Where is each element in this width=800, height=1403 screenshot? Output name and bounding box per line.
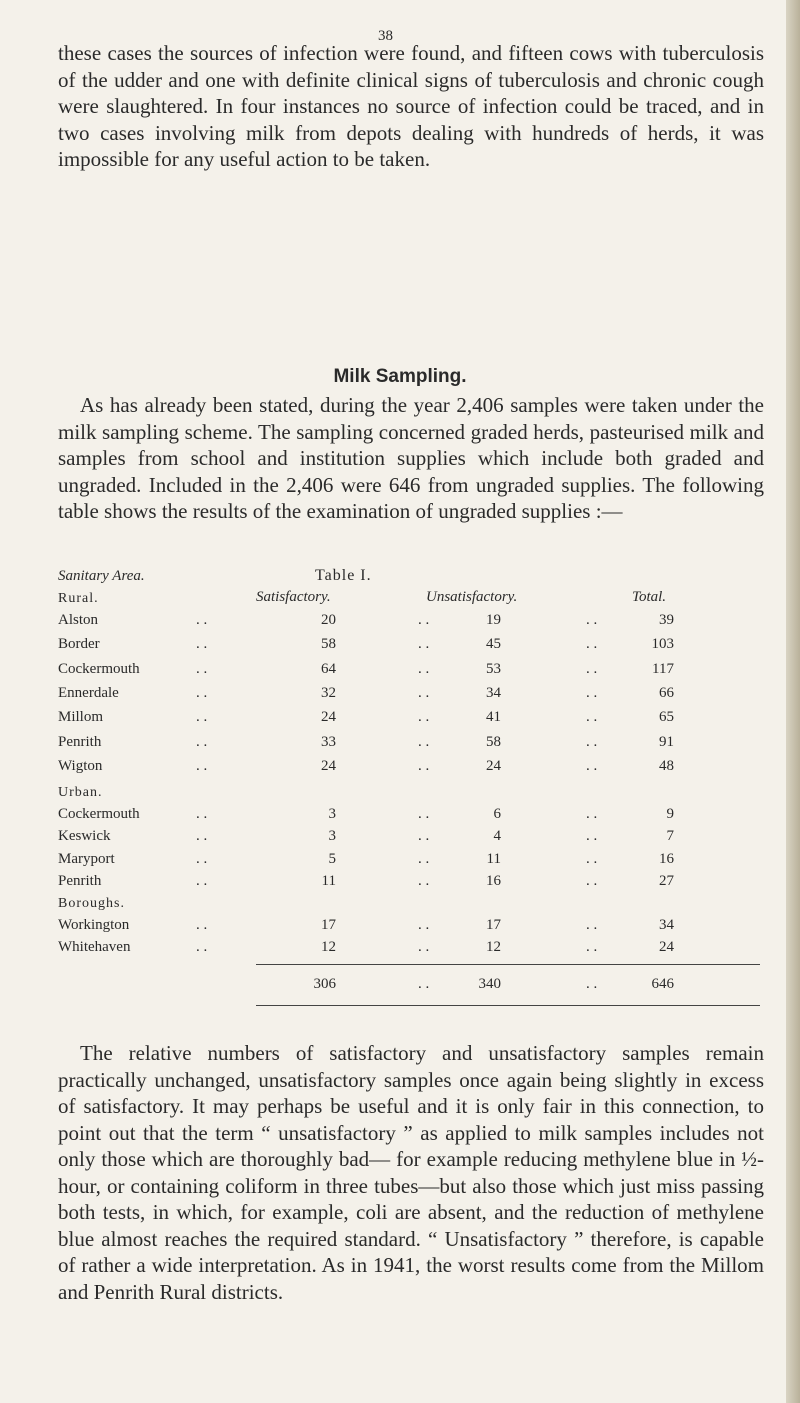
dot-leader: . . xyxy=(418,636,430,653)
area-header: Sanitary Area. xyxy=(58,568,145,584)
totals-rule-top xyxy=(256,964,760,965)
unsatisfactory-value: 41 xyxy=(486,709,501,726)
dot-leader: . . xyxy=(418,684,430,701)
dot-leader: . . xyxy=(418,733,430,750)
area-name: Maryport xyxy=(58,850,115,867)
total-value: 91 xyxy=(659,733,674,750)
area-name: Penrith xyxy=(58,733,102,750)
totals-rule-bottom xyxy=(256,1005,760,1006)
dot-leader: . . xyxy=(586,806,598,822)
satisfactory-value: 33 xyxy=(321,733,336,750)
total-all: 646 xyxy=(651,976,674,992)
dot-leader: . . xyxy=(196,828,208,845)
satisfactory-value: 64 xyxy=(321,660,336,677)
area-name: Wigton xyxy=(58,757,103,774)
dot-leader: . . xyxy=(586,828,598,845)
dot-leader: . . xyxy=(418,828,430,845)
unsatisfactory-value: 6 xyxy=(493,806,501,822)
dot-leader: . . xyxy=(196,709,208,726)
area-name: Penrith xyxy=(58,872,102,889)
unsatisfactory-header: Unsatisfactory. xyxy=(426,589,518,605)
satisfactory-value: 5 xyxy=(328,850,336,867)
area-name: Border xyxy=(58,636,100,653)
unsatisfactory-value: 34 xyxy=(486,684,501,701)
dot-leader: . . xyxy=(586,917,598,933)
area-name: Millom xyxy=(58,709,104,726)
boroughs-label: Boroughs. xyxy=(58,896,125,911)
total-value: 16 xyxy=(659,850,674,867)
satisfactory-value: 24 xyxy=(321,757,336,774)
area-name: Cockermouth xyxy=(58,806,140,822)
total-value: 27 xyxy=(659,872,674,889)
unsatisfactory-value: 17 xyxy=(486,917,501,933)
dot-leader: . . xyxy=(586,660,598,677)
satisfactory-value: 20 xyxy=(321,612,336,628)
dot-leader: . . xyxy=(196,757,208,774)
dot-leader: . . xyxy=(418,976,430,992)
section-heading: Milk Sampling. xyxy=(333,366,467,387)
area-name: Whitehaven xyxy=(58,939,131,955)
satisfactory-value: 12 xyxy=(321,939,336,955)
dot-leader: . . xyxy=(196,850,208,867)
dot-leader: . . xyxy=(196,939,208,955)
dot-leader: . . xyxy=(418,850,430,867)
rural-label: Rural. xyxy=(58,591,99,606)
total-unsatisfactory: 340 xyxy=(478,976,501,992)
satisfactory-value: 11 xyxy=(321,872,336,889)
intro-paragraph: these cases the sources of infection were found, and fifteen cows with tuberculosis of the udder and one with definite clinical signs of tuberculosis and chronic cough were slaughtered. In four instances no source of infection could be traced, and in two cases involving milk from depots dealing with hundreds of herds, it was impossible for any useful action to be taken. xyxy=(58,41,764,171)
dot-leader: . . xyxy=(418,660,430,677)
dot-leader: . . xyxy=(196,612,208,628)
total-value: 39 xyxy=(659,612,674,628)
closing-paragraph xyxy=(58,1040,764,1305)
area-name: Alston xyxy=(58,612,99,628)
satisfactory-value: 17 xyxy=(321,917,336,933)
dot-leader: . . xyxy=(418,917,430,933)
closing-text: The relative numbers of satisfactory and unsatisfactory samples remain practically unchanged, unsatisfactory samples once again being slightly in excess of satisfactory. It may perhaps be useful and it is only fair in this connection, to point out that the term “ unsatisfactory ” as applied to milk samples includes not only those which are thoroughly bad— for example reducing methylene blue in ½-hour, or containing coliform in three tubes—but also those which just miss passing both tests, in which, for example, coli are absent, and the reduction of methylene blue almost reaches the required standard. “ Unsatisfactory ” therefore, is capable of rather a wide interpretation. As in 1941, the worst results come from the Millom and Penrith Rural districts. xyxy=(58,1041,764,1304)
dot-leader: . . xyxy=(586,872,598,889)
dot-leader: . . xyxy=(196,872,208,889)
dot-leader: . . xyxy=(418,872,430,889)
dot-leader: . . xyxy=(196,917,208,933)
unsatisfactory-value: 53 xyxy=(486,660,501,677)
unsatisfactory-value: 11 xyxy=(486,850,501,867)
area-name: Workington xyxy=(58,917,130,933)
satisfactory-value: 32 xyxy=(321,684,336,701)
unsatisfactory-value: 12 xyxy=(486,939,501,955)
satisfactory-value: 3 xyxy=(328,828,336,845)
total-value: 65 xyxy=(659,709,674,726)
dot-leader: . . xyxy=(586,733,598,750)
page-edge xyxy=(786,0,800,1403)
unsatisfactory-value: 58 xyxy=(486,733,501,750)
dot-leader: . . xyxy=(196,636,208,653)
unsatisfactory-value: 4 xyxy=(493,828,501,845)
total-value: 24 xyxy=(659,939,674,955)
dot-leader: . . xyxy=(586,636,598,653)
dot-leader: . . xyxy=(586,684,598,701)
dot-leader: . . xyxy=(586,939,598,955)
dot-leader: . . xyxy=(586,757,598,774)
total-value: 9 xyxy=(666,806,674,822)
dot-leader: . . xyxy=(586,612,598,628)
dot-leader: . . xyxy=(418,612,430,628)
total-value: 117 xyxy=(652,660,674,677)
total-value: 7 xyxy=(666,828,674,845)
dot-leader: . . xyxy=(196,684,208,701)
dot-leader: . . xyxy=(418,806,430,822)
dot-leader: . . xyxy=(418,757,430,774)
satisfactory-value: 24 xyxy=(321,709,336,726)
section-text: As has already been stated, during the year 2,406 samples were taken under the milk sampling scheme. The sampling concerned graded herds, pasteurised milk and samples from school and institution supplies which include both graded and ungraded. Included in the 2,406 were 646 from ungraded supplies. The following table shows the results of the examination of ungraded supplies :— xyxy=(58,393,764,523)
dot-leader: . . xyxy=(586,709,598,726)
satisfactory-header: Satisfactory. xyxy=(256,589,331,605)
page-number: 38 xyxy=(378,28,393,44)
total-value: 66 xyxy=(659,684,674,701)
unsatisfactory-value: 19 xyxy=(486,612,501,628)
table-title: Table I. xyxy=(315,567,372,584)
unsatisfactory-value: 45 xyxy=(486,636,501,653)
area-name: Ennerdale xyxy=(58,684,119,701)
total-value: 34 xyxy=(659,917,674,933)
total-value: 103 xyxy=(651,636,674,653)
unsatisfactory-value: 24 xyxy=(486,757,501,774)
dot-leader: . . xyxy=(196,733,208,750)
total-header: Total. xyxy=(632,589,667,605)
dot-leader: . . xyxy=(196,660,208,677)
total-value: 48 xyxy=(659,757,674,774)
area-name: Cockermouth xyxy=(58,660,140,677)
total-satisfactory: 306 xyxy=(313,976,336,992)
section-paragraph xyxy=(58,392,764,525)
satisfactory-value: 3 xyxy=(328,806,336,822)
unsatisfactory-value: 16 xyxy=(486,872,501,889)
dot-leader: . . xyxy=(586,850,598,867)
dot-leader: . . xyxy=(418,709,430,726)
dot-leader: . . xyxy=(586,976,598,992)
satisfactory-value: 58 xyxy=(321,636,336,653)
dot-leader: . . xyxy=(196,806,208,822)
dot-leader: . . xyxy=(418,939,430,955)
area-name: Keswick xyxy=(58,828,111,845)
urban-label: Urban. xyxy=(58,785,103,800)
